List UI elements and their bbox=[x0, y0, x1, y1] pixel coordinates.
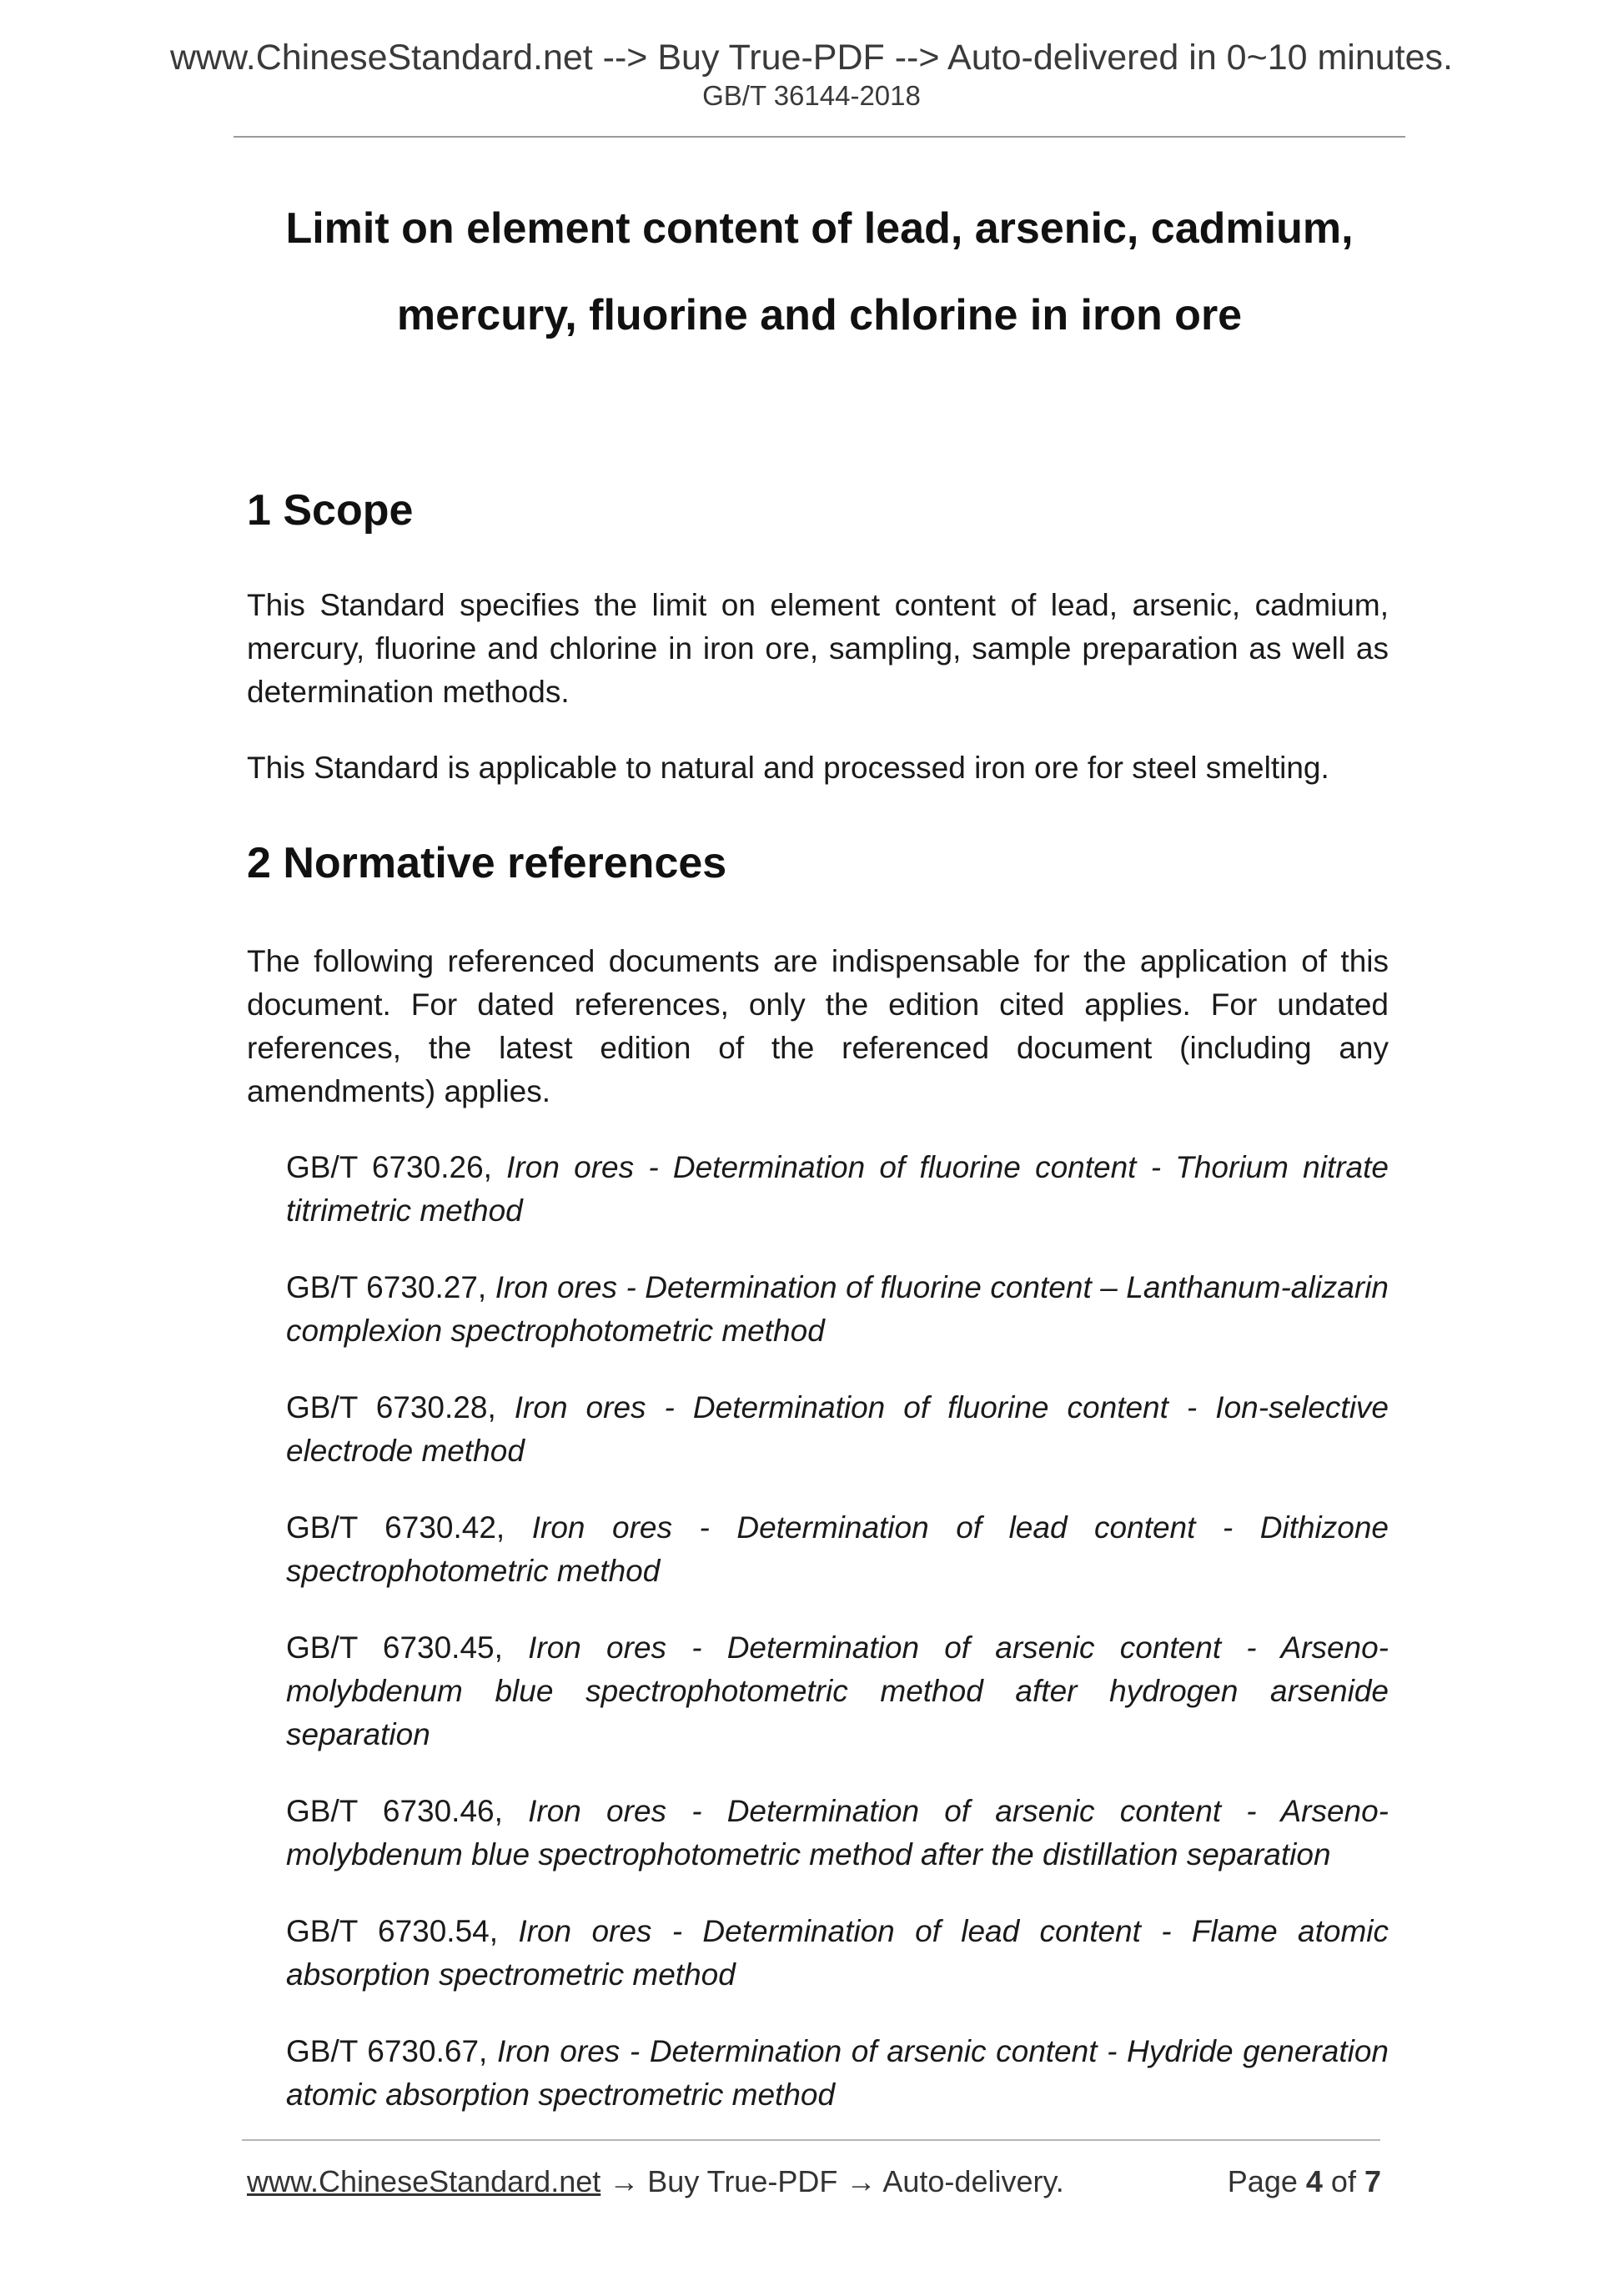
page-label: Page bbox=[1227, 2164, 1298, 2198]
of-label: of bbox=[1330, 2164, 1356, 2198]
footer-delivery-text: Auto-delivery. bbox=[882, 2164, 1064, 2198]
footer-divider bbox=[242, 2139, 1380, 2141]
header-divider bbox=[234, 136, 1405, 138]
reference-code: GB/T 6730.46, bbox=[286, 1794, 503, 1828]
reference-item bbox=[286, 1910, 1389, 1997]
footer-left bbox=[247, 2161, 1064, 2203]
normative-intro-paragraph: The following referenced documents are indispensable for the application of this document. For dated references, only the edition cited applies. For undated references, the latest edition of the referenced document (including any amendments) applies. bbox=[247, 944, 1389, 1108]
scope-paragraph-2: This Standard is applicable to natural and processed iron ore for steel smelting. bbox=[247, 751, 1329, 785]
title-line-2: mercury, fluorine and chlorine in iron ore bbox=[396, 291, 1243, 339]
reference-code: GB/T 6730.26, bbox=[286, 1150, 492, 1184]
reference-title: Iron ores - Determination of lead content - Dithizone spectrophotometric method bbox=[286, 1510, 1389, 1588]
document-title bbox=[234, 185, 1405, 359]
reference-title: Iron ores - Determination of arsenic content - Arseno-molybdenum blue spectrophotometric method after the distillation separation bbox=[286, 1794, 1389, 1871]
reference-code: GB/T 6730.45, bbox=[286, 1630, 503, 1665]
reference-title: Iron ores - Determination of fluorine content - Thorium nitrate titrimetric method bbox=[286, 1150, 1389, 1228]
reference-item bbox=[286, 1626, 1389, 1756]
footer-buy-text: Buy True-PDF bbox=[647, 2164, 838, 2198]
reference-item bbox=[286, 1790, 1389, 1876]
page-current: 4 bbox=[1305, 2164, 1323, 2198]
reference-title: Iron ores - Determination of arsenic content - Arseno-molybdenum blue spectrophotometric method after hydrogen arsenide separation bbox=[286, 1630, 1389, 1751]
title-line-1: Limit on element content of lead, arsenic, cadmium, bbox=[285, 204, 1354, 253]
reference-title: Iron ores - Determination of arsenic content - Hydride generation atomic absorption spectrometric method bbox=[286, 2034, 1389, 2112]
reference-code: GB/T 6730.28, bbox=[286, 1390, 496, 1424]
site-banner: www.ChineseStandard.net --> Buy True-PDF --> Auto-delivered in 0~10 minutes. bbox=[169, 38, 1453, 78]
section-heading-normative-references: 2 Normative references bbox=[247, 839, 727, 887]
scope-paragraph-1: This Standard specifies the limit on element content of lead, arsenic, cadmium, mercury, fluorine and chlorine in iron ore, sampling, sample preparation as well as determination methods. bbox=[247, 588, 1389, 709]
reference-code: GB/T 6730.27, bbox=[286, 1270, 487, 1304]
reference-code: GB/T 6730.54, bbox=[286, 1914, 499, 1948]
reference-item bbox=[286, 1506, 1389, 1593]
arrow-right-icon: → bbox=[846, 2164, 877, 2198]
footer-site-link[interactable]: www.ChineseStandard.net bbox=[247, 2164, 601, 2198]
reference-item bbox=[286, 2030, 1389, 2117]
reference-title: Iron ores - Determination of fluorine content – Lanthanum-alizarin complexion spectrophotometric method bbox=[286, 1270, 1389, 1348]
reference-item bbox=[286, 1266, 1389, 1353]
page-total: 7 bbox=[1364, 2164, 1381, 2198]
reference-code: GB/T 6730.42, bbox=[286, 1510, 505, 1545]
arrow-right-icon: → bbox=[609, 2164, 640, 2198]
page-indicator bbox=[1228, 2161, 1381, 2203]
reference-title: Iron ores - Determination of lead content - Flame atomic absorption spectrometric method bbox=[286, 1914, 1389, 1992]
reference-item bbox=[286, 1386, 1389, 1473]
page-footer bbox=[247, 2161, 1381, 2203]
reference-item bbox=[286, 1146, 1389, 1233]
section-heading-scope: 1 Scope bbox=[247, 486, 414, 535]
reference-list bbox=[286, 1146, 1389, 2150]
document-code: GB/T 36144-2018 bbox=[702, 80, 921, 111]
reference-code: GB/T 6730.67, bbox=[286, 2034, 488, 2068]
reference-title: Iron ores - Determination of fluorine content - Ion-selective electrode method bbox=[286, 1390, 1389, 1468]
